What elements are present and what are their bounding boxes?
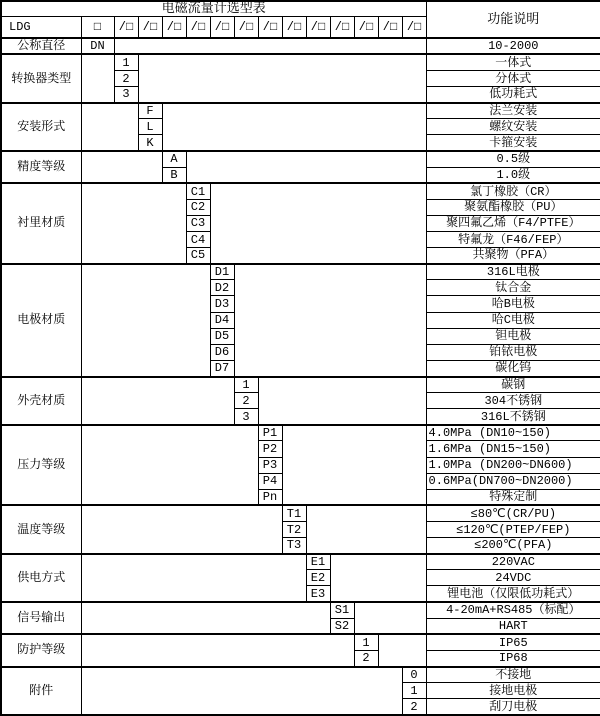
code-cell-pressure-rating-P4: P4 bbox=[258, 473, 282, 489]
desc-cell-installation-type-K: 卡箍安装 bbox=[426, 135, 600, 151]
desc-cell-electrode-material-D6: 铂铱电极 bbox=[426, 344, 600, 360]
desc-cell-accessories-1: 接地电极 bbox=[426, 683, 600, 699]
code-cell-protection-rating-2: 2 bbox=[354, 650, 378, 666]
code-cell-accuracy-grade-A: A bbox=[162, 151, 186, 167]
model-slot-13: /□ bbox=[402, 16, 426, 38]
code-cell-converter-type-1: 1 bbox=[114, 54, 138, 70]
spacer-left-electrode-material bbox=[81, 264, 210, 377]
desc-cell-liner-material-C4: 特氟龙（F46/FEP） bbox=[426, 232, 600, 248]
spacer-right-pressure-rating bbox=[282, 425, 426, 506]
model-slot-6: /□ bbox=[234, 16, 258, 38]
code-cell-pressure-rating-P1: P1 bbox=[258, 425, 282, 441]
code-cell-liner-material-C2: C2 bbox=[186, 199, 210, 215]
spacer-right-installation-type bbox=[162, 103, 426, 151]
desc-cell-electrode-material-D7: 碳化钨 bbox=[426, 360, 600, 376]
spacer-left-accuracy-grade bbox=[81, 151, 162, 183]
code-cell-housing-material-1: 1 bbox=[234, 377, 258, 393]
code-cell-signal-output-S1: S1 bbox=[330, 602, 354, 618]
code-cell-electrode-material-D2: D2 bbox=[210, 280, 234, 296]
spacer-right-protection-rating bbox=[378, 634, 426, 666]
desc-cell-temperature-rating-T2: ≤120℃(PTEP/FEP) bbox=[426, 522, 600, 538]
desc-cell-liner-material-C5: 共聚物（PFA） bbox=[426, 248, 600, 264]
section-pressure-rating-label: 压力等级 bbox=[1, 425, 81, 506]
desc-cell-power-supply-E3: 锂电池（仅限低功耗式） bbox=[426, 586, 600, 602]
code-cell-electrode-material-D7: D7 bbox=[210, 360, 234, 376]
desc-cell-electrode-material-D2: 钛合金 bbox=[426, 280, 600, 296]
code-cell-accessories-0: 0 bbox=[402, 667, 426, 683]
desc-cell-power-supply-E1: 220VAC bbox=[426, 554, 600, 570]
desc-cell-pressure-rating-P2: 1.6MPa (DN15~150) bbox=[426, 441, 600, 457]
code-cell-protection-rating-1: 1 bbox=[354, 634, 378, 650]
desc-cell-housing-material-2: 304不锈钢 bbox=[426, 393, 600, 409]
desc-cell-pressure-rating-P4: 0.6MPa(DN700~DN2000) bbox=[426, 473, 600, 489]
section-signal-output-label: 信号输出 bbox=[1, 602, 81, 634]
spacer-right-nominal-diameter bbox=[114, 38, 426, 54]
desc-cell-protection-rating-2: IP68 bbox=[426, 650, 600, 666]
spacer-left-converter-type bbox=[81, 54, 114, 102]
code-cell-converter-type-3: 3 bbox=[114, 87, 138, 103]
desc-cell-converter-type-1: 一体式 bbox=[426, 54, 600, 70]
desc-cell-electrode-material-D4: 哈C电极 bbox=[426, 312, 600, 328]
code-cell-liner-material-C4: C4 bbox=[186, 232, 210, 248]
spacer-right-accuracy-grade bbox=[186, 151, 426, 183]
function-column-header: 功能说明 bbox=[426, 1, 600, 38]
spacer-left-protection-rating bbox=[81, 634, 354, 666]
section-electrode-material-label: 电极材质 bbox=[1, 264, 81, 377]
code-cell-liner-material-C5: C5 bbox=[186, 248, 210, 264]
desc-cell-electrode-material-D5: 钽电极 bbox=[426, 328, 600, 344]
code-cell-accessories-2: 2 bbox=[402, 699, 426, 715]
desc-cell-electrode-material-D1: 316L电极 bbox=[426, 264, 600, 280]
section-accuracy-grade-label: 精度等级 bbox=[1, 151, 81, 183]
desc-cell-temperature-rating-T3: ≤200℃(PFA) bbox=[426, 538, 600, 554]
code-cell-temperature-rating-T3: T3 bbox=[282, 538, 306, 554]
desc-cell-pressure-rating-P3: 1.0MPa (DN200~DN600) bbox=[426, 457, 600, 473]
code-cell-liner-material-C3: C3 bbox=[186, 215, 210, 231]
desc-cell-accessories-2: 刮刀电极 bbox=[426, 699, 600, 715]
code-cell-converter-type-2: 2 bbox=[114, 70, 138, 86]
model-first-box: □ bbox=[81, 16, 114, 38]
code-cell-temperature-rating-T1: T1 bbox=[282, 505, 306, 521]
spacer-right-liner-material bbox=[210, 183, 426, 264]
desc-cell-power-supply-E2: 24VDC bbox=[426, 570, 600, 586]
code-cell-power-supply-E1: E1 bbox=[306, 554, 330, 570]
desc-cell-installation-type-F: 法兰安装 bbox=[426, 103, 600, 119]
model-slot-8: /□ bbox=[282, 16, 306, 38]
code-cell-installation-type-L: L bbox=[138, 119, 162, 135]
code-cell-pressure-rating-Pn: Pn bbox=[258, 489, 282, 505]
desc-cell-accuracy-grade-B: 1.0级 bbox=[426, 167, 600, 183]
spacer-right-housing-material bbox=[258, 377, 426, 425]
spacer-left-installation-type bbox=[81, 103, 138, 151]
desc-cell-signal-output-S1: 4-20mA+RS485（标配） bbox=[426, 602, 600, 618]
desc-cell-converter-type-2: 分体式 bbox=[426, 70, 600, 86]
code-cell-electrode-material-D6: D6 bbox=[210, 344, 234, 360]
model-slot-2: /□ bbox=[138, 16, 162, 38]
spacer-left-signal-output bbox=[81, 602, 330, 634]
code-cell-temperature-rating-T2: T2 bbox=[282, 522, 306, 538]
code-cell-electrode-material-D5: D5 bbox=[210, 328, 234, 344]
section-liner-material-label: 衬里材质 bbox=[1, 183, 81, 264]
spacer-right-power-supply bbox=[330, 554, 426, 602]
section-temperature-rating-label: 温度等级 bbox=[1, 505, 81, 553]
desc-cell-liner-material-C1: 氯丁橡胶（CR） bbox=[426, 183, 600, 199]
code-cell-pressure-rating-P2: P2 bbox=[258, 441, 282, 457]
desc-cell-liner-material-C2: 聚氨酯橡胶（PU） bbox=[426, 199, 600, 215]
desc-cell-converter-type-3: 低功耗式 bbox=[426, 87, 600, 103]
desc-cell-housing-material-1: 碳钢 bbox=[426, 377, 600, 393]
code-cell-installation-type-F: F bbox=[138, 103, 162, 119]
code-cell-pressure-rating-P3: P3 bbox=[258, 457, 282, 473]
desc-cell-housing-material-3: 316L不锈钢 bbox=[426, 409, 600, 425]
spacer-left-power-supply bbox=[81, 554, 306, 602]
section-accessories-label: 附件 bbox=[1, 667, 81, 716]
model-slot-5: /□ bbox=[210, 16, 234, 38]
model-slot-10: /□ bbox=[330, 16, 354, 38]
section-power-supply-label: 供电方式 bbox=[1, 554, 81, 602]
spacer-right-temperature-rating bbox=[306, 505, 426, 553]
spacer-right-converter-type bbox=[138, 54, 426, 102]
desc-cell-nominal-diameter-DN: 10-2000 bbox=[426, 38, 600, 54]
section-converter-type-label: 转换器类型 bbox=[1, 54, 81, 102]
model-slot-9: /□ bbox=[306, 16, 330, 38]
spacer-right-signal-output bbox=[354, 602, 426, 634]
code-cell-accessories-1: 1 bbox=[402, 683, 426, 699]
section-installation-type-label: 安装形式 bbox=[1, 103, 81, 151]
model-slot-7: /□ bbox=[258, 16, 282, 38]
desc-cell-temperature-rating-T1: ≤80℃(CR/PU) bbox=[426, 505, 600, 521]
desc-cell-pressure-rating-P1: 4.0MPa (DN10~150) bbox=[426, 425, 600, 441]
spacer-right-electrode-material bbox=[234, 264, 426, 377]
spacer-left-accessories bbox=[81, 667, 402, 716]
desc-cell-electrode-material-D3: 哈B电极 bbox=[426, 296, 600, 312]
model-slot-3: /□ bbox=[162, 16, 186, 38]
spacer-left-housing-material bbox=[81, 377, 234, 425]
model-prefix: LDG bbox=[1, 16, 81, 38]
section-housing-material-label: 外壳材质 bbox=[1, 377, 81, 425]
code-cell-signal-output-S2: S2 bbox=[330, 618, 354, 634]
desc-cell-protection-rating-1: IP65 bbox=[426, 634, 600, 650]
model-slot-1: /□ bbox=[114, 16, 138, 38]
code-cell-power-supply-E3: E3 bbox=[306, 586, 330, 602]
model-slot-12: /□ bbox=[378, 16, 402, 38]
code-cell-nominal-diameter-DN: DN bbox=[81, 38, 114, 54]
table-title: 电磁流量计选型表 bbox=[1, 1, 426, 16]
code-cell-electrode-material-D1: D1 bbox=[210, 264, 234, 280]
code-cell-housing-material-3: 3 bbox=[234, 409, 258, 425]
model-slot-11: /□ bbox=[354, 16, 378, 38]
section-nominal-diameter-label: 公称直径 bbox=[1, 38, 81, 54]
section-protection-rating-label: 防护等级 bbox=[1, 634, 81, 666]
desc-cell-signal-output-S2: HART bbox=[426, 618, 600, 634]
desc-cell-liner-material-C3: 聚四氟乙烯（F4/PTFE） bbox=[426, 215, 600, 231]
code-cell-housing-material-2: 2 bbox=[234, 393, 258, 409]
code-cell-power-supply-E2: E2 bbox=[306, 570, 330, 586]
desc-cell-accessories-0: 不接地 bbox=[426, 667, 600, 683]
spacer-left-liner-material bbox=[81, 183, 186, 264]
code-cell-electrode-material-D3: D3 bbox=[210, 296, 234, 312]
spacer-left-temperature-rating bbox=[81, 505, 282, 553]
model-slot-4: /□ bbox=[186, 16, 210, 38]
spacer-left-pressure-rating bbox=[81, 425, 258, 506]
code-cell-electrode-material-D4: D4 bbox=[210, 312, 234, 328]
desc-cell-pressure-rating-Pn: 特殊定制 bbox=[426, 489, 600, 505]
code-cell-installation-type-K: K bbox=[138, 135, 162, 151]
desc-cell-installation-type-L: 螺纹安装 bbox=[426, 119, 600, 135]
code-cell-accuracy-grade-B: B bbox=[162, 167, 186, 183]
code-cell-liner-material-C1: C1 bbox=[186, 183, 210, 199]
desc-cell-accuracy-grade-A: 0.5级 bbox=[426, 151, 600, 167]
